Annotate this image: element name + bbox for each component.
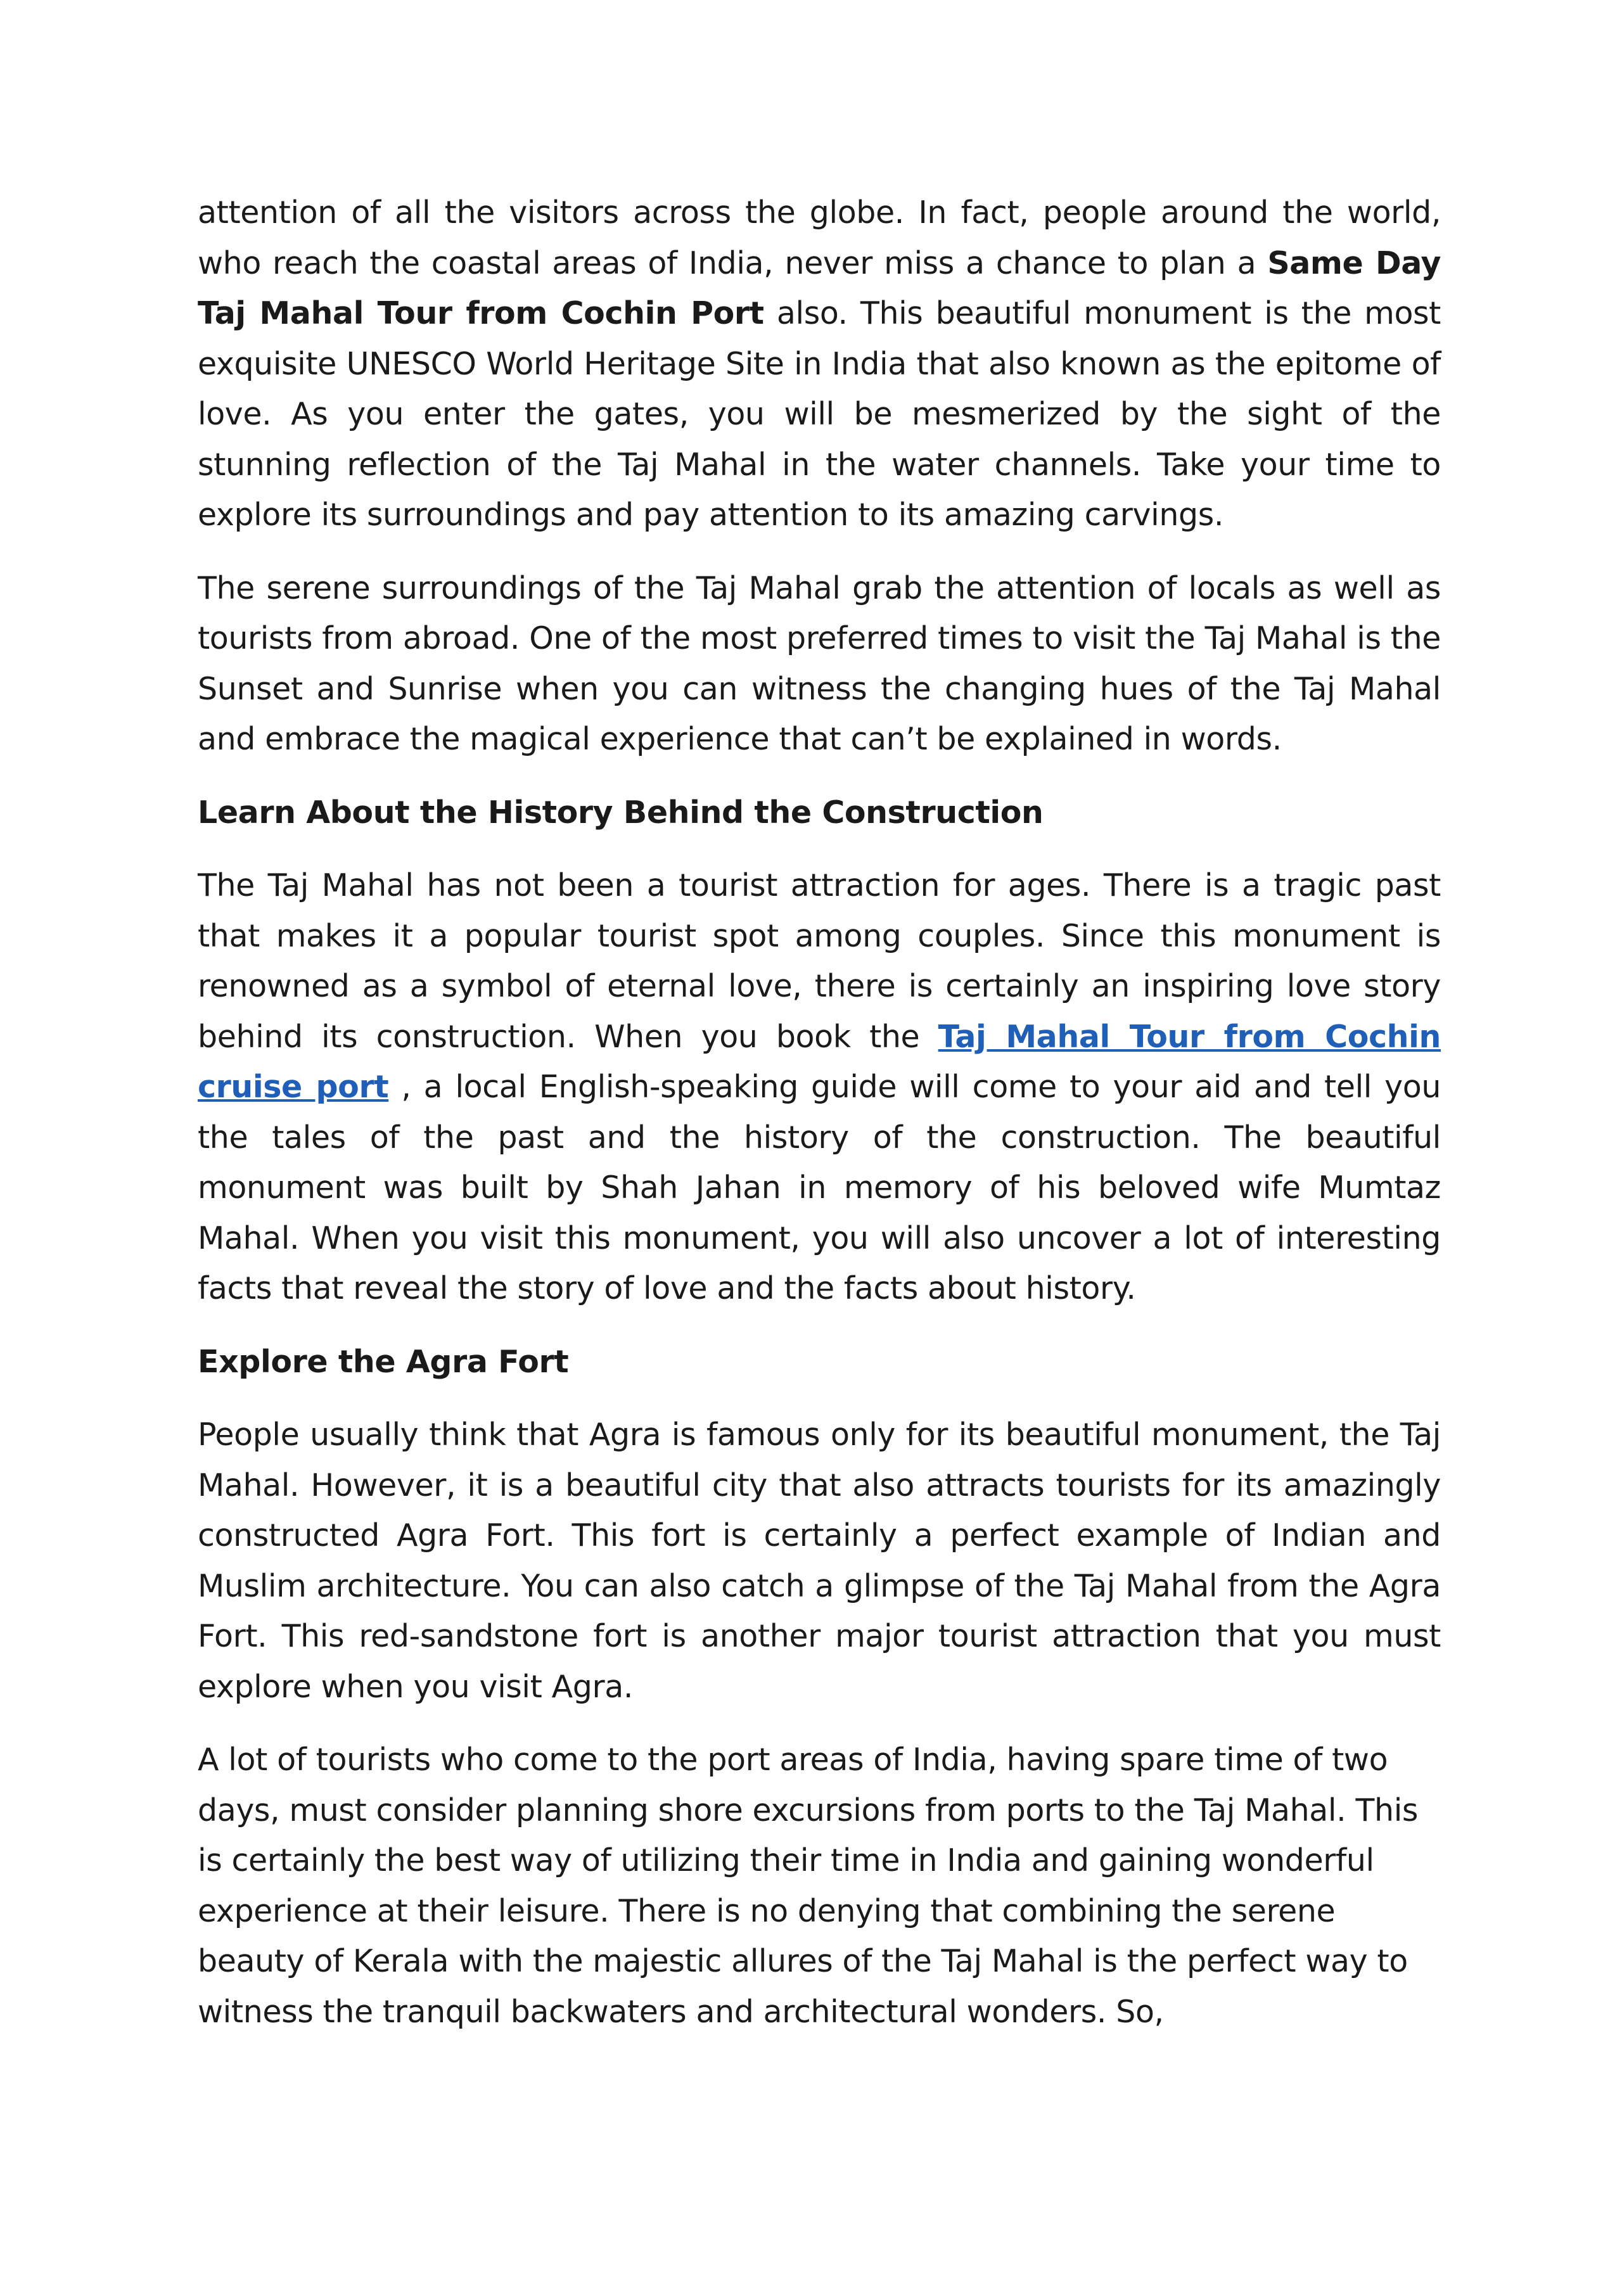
paragraph-history-text-before: The Taj Mahal has not been a tourist attraction for ages. There is a tragic past that makes it a popular tourist spot among couples. Since this monument is renowned as a symbol of eternal love, there is certainly an inspiring love story behind its construction. When you book the: [198, 867, 1441, 1055]
paragraph-shore-excursions: A lot of tourists who come to the port areas of India, having spare time of two days, must consider planning shore excursions from ports to the Taj Mahal. This is certainly the best way of utilizing their time in India and gaining wonderful experience at their leisure. There is no denying that combining the serene beauty of Kerala with the majestic allures of the Taj Mahal is the perfect way to witness the tranquil backwaters and architectural wonders. So,: [198, 1742, 1419, 2030]
paragraph-intro: [198, 188, 1441, 540]
heading-history: Learn About the History Behind the Construction: [198, 794, 1044, 831]
document-page: [198, 188, 1441, 2060]
same-day-tour-bold-text: Same Day Taj Mahal Tour from Cochin Port: [198, 245, 1441, 331]
cochin-cruise-port-tour-link[interactable]: Taj Mahal Tour from Cochin cruise port: [198, 1018, 1441, 1105]
paragraph-serene-surroundings: The serene surroundings of the Taj Mahal grab the attention of locals as well as tourists from abroad. One of the most preferred times to visit the Taj Mahal is the Sunset and Sunrise when you can witness the changing hues of the Taj Mahal and embrace the magical experience that can’t be explained in words.: [198, 570, 1441, 757]
paragraph-history-text-after: , a local English-speaking guide will come to your aid and tell you the tales of the past and the history of the construction. The beautiful monument was built by Shah Jahan in memory of his beloved wife Mumtaz Mahal. When you visit this monument, you will also uncover a lot of interesting facts that reveal the story of love and the facts about history.: [198, 1069, 1441, 1306]
paragraph-history: [198, 860, 1441, 1314]
paragraph-intro-text-after: also. This beautiful monument is the most exquisite UNESCO World Heritage Site in India that also known as the epitome of love. As you enter the gates, you will be mesmerized by the sight of the stunning reflection of the Taj Mahal in the water channels. Take your time to explore its surroundings and pay attention to its amazing carvings.: [198, 295, 1441, 533]
paragraph-intro-text-before: attention of all the visitors across the globe. In fact, people around the world, who reach the coastal areas of India, never miss a chance to plan a: [198, 195, 1441, 281]
heading-agra-fort: Explore the Agra Fort: [198, 1343, 569, 1380]
paragraph-agra-fort: People usually think that Agra is famous only for its beautiful monument, the Taj Mahal. However, it is a beautiful city that also attracts tourists for its amazingly constructed Agra Fort. This fort is certainly a perfect example of Indian and Muslim architecture. You can also catch a glimpse of the Taj Mahal from the Agra Fort. This red-sandstone fort is another major tourist attraction that you must explore when you visit Agra.: [198, 1417, 1441, 1705]
